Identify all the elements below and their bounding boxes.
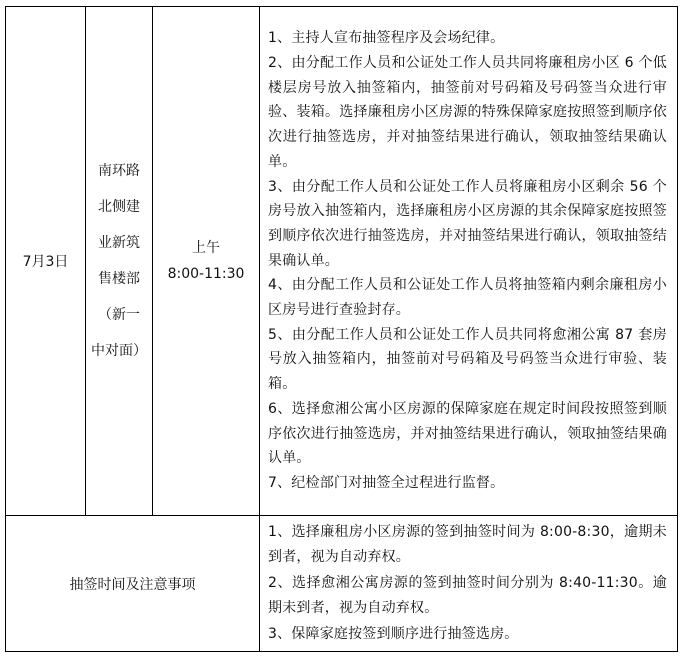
note-item: 2、选择愈湘公寓房源的签到抽签时间分别为 8:40-11:30。逾期未到者，视为自动弃权。 xyxy=(268,574,667,617)
procedure-step: 1、主持人宣布抽签程序及会场纪律。 xyxy=(268,30,505,47)
venue-line: 售楼部 xyxy=(98,271,140,287)
venue-line: 中对面） xyxy=(91,343,147,359)
note-item: 3、保障家庭按签到顺序进行抽签选房。 xyxy=(268,625,519,642)
procedure-step: 2、由分配工作人员和公证处工作人员共同将廉租房小区 6 个低楼层房号放入抽签箱内，抽签前对号码箱及号码签当众进行审验、装箱。选择廉租房小区房源的特殊保障家庭按照签到顺序依次进行抽签选房，并对抽签结果进行确认，领取抽签结果确认单。 xyxy=(268,55,667,170)
venue-line: 业新筑 xyxy=(98,235,140,251)
notes-title-cell: 抽签时间及注意事项 xyxy=(6,516,260,652)
venue-line: （新一 xyxy=(98,307,140,323)
time-range: 8:00-11:30 xyxy=(167,266,245,282)
procedure-step: 4、由分配工作人员和公证处工作人员将抽签箱内剩余廉租房小区房号进行查验封存。 xyxy=(268,277,667,319)
date-cell: 7月3日 xyxy=(6,7,86,516)
schedule-row xyxy=(6,7,678,516)
procedure-step: 5、由分配工作人员和公证处工作人员共同将愈湘公寓 87 套房号放入抽签箱内，抽签前对号码箱及号码签当众进行审验、装箱。 xyxy=(268,326,667,393)
notes-row xyxy=(6,516,678,652)
notes-cell xyxy=(260,516,678,652)
time-cell xyxy=(153,7,260,516)
lottery-schedule-table xyxy=(5,6,678,652)
venue-cell xyxy=(86,7,153,516)
procedure-step: 7、纪检部门对抽签全过程进行监督。 xyxy=(268,474,505,491)
procedure-step: 3、由分配工作人员和公证处工作人员将廉租房小区剩余 56 个房号放入抽签箱内，选择廉租房小区房源的其余保障家庭按照签到顺序依次进行抽签选房，并对抽签结果进行确认，领取抽签结果确认单。 xyxy=(268,178,667,269)
note-item: 1、选择廉租房小区房源的签到抽签时间为 8:00-8:30，逾期未到者，视为自动弃权。 xyxy=(268,523,667,566)
time-period: 上午 xyxy=(192,240,220,256)
procedure-steps-cell xyxy=(260,7,678,516)
procedure-step: 6、选择愈湘公寓小区房源的保障家庭在规定时间段按照签到顺序依次进行抽签选房，并对抽签结果进行确认，领取抽签结果确认单。 xyxy=(268,400,667,467)
venue-line: 北侧建 xyxy=(98,199,140,215)
venue-line: 南环路 xyxy=(98,163,140,179)
